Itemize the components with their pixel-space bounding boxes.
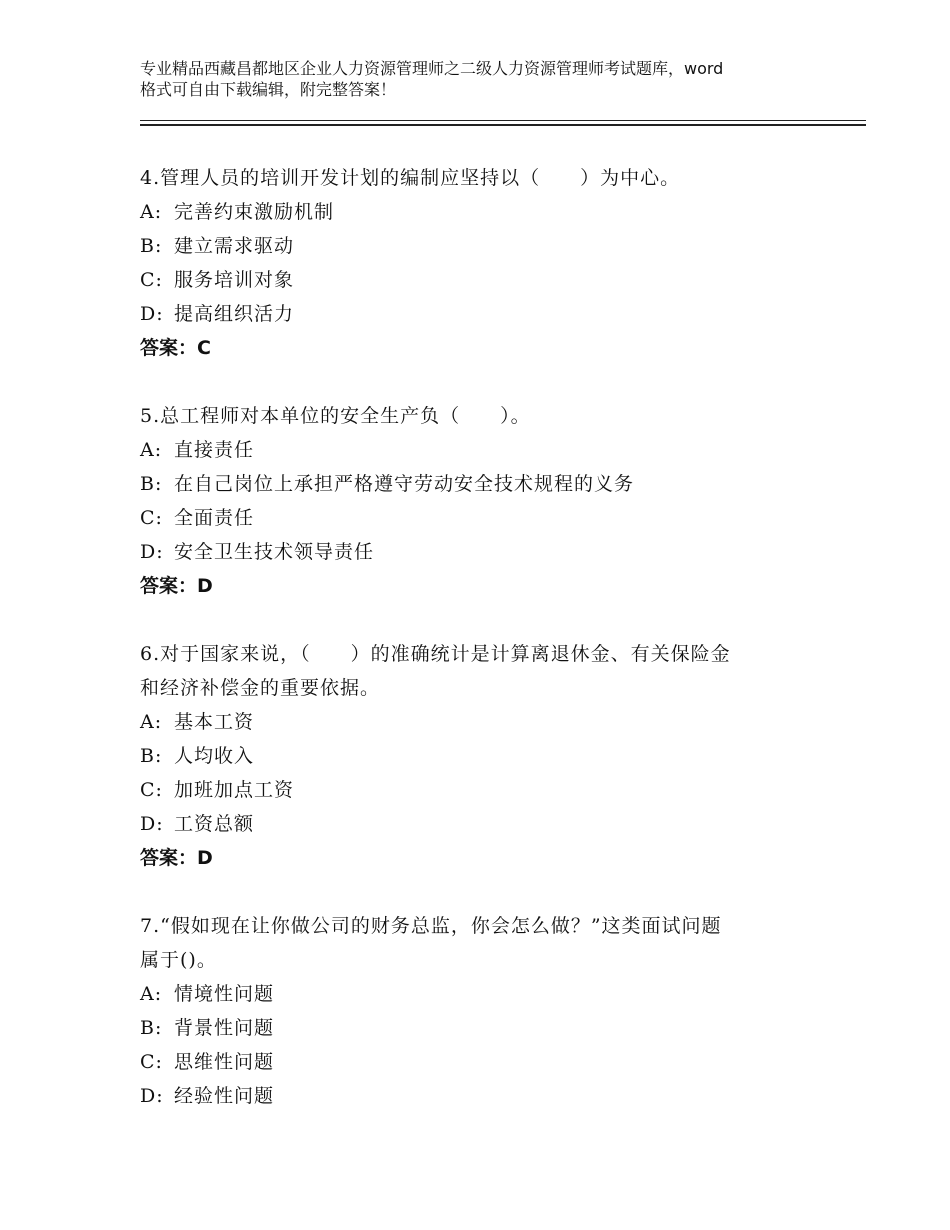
option-text: 基本工资 xyxy=(174,711,255,733)
option-label: D: xyxy=(140,813,164,835)
header-divider-top xyxy=(140,120,866,121)
answer-line: 答案：D xyxy=(140,575,213,597)
option-text: 提高组织活力 xyxy=(174,303,295,325)
header-line-2: 格式可自由下载编辑，附完整答案！ xyxy=(140,80,397,99)
question-list xyxy=(140,161,820,1113)
option-c xyxy=(140,263,820,297)
option-label: D: xyxy=(140,1085,164,1107)
document-header xyxy=(140,58,840,100)
question-stem-line: 属于()。 xyxy=(140,949,217,971)
option-text: 全面责任 xyxy=(174,507,255,529)
option-c xyxy=(140,1045,820,1079)
option-b xyxy=(140,467,820,501)
option-label: C: xyxy=(140,269,163,291)
option-text: 在自己岗位上承担严格遵守劳动安全技术规程的义务 xyxy=(174,473,635,495)
option-a xyxy=(140,705,820,739)
answer-line: 答案：C xyxy=(140,337,211,359)
question-stem xyxy=(140,637,820,705)
option-d xyxy=(140,807,820,841)
question-stem-line: 5.总工程师对本单位的安全生产负（ ）。 xyxy=(140,405,531,427)
option-label: C: xyxy=(140,1051,163,1073)
question-stem xyxy=(140,161,820,195)
question-item xyxy=(140,399,820,603)
option-label: A: xyxy=(140,201,163,223)
question-stem-line: 和经济补偿金的重要依据。 xyxy=(140,677,381,699)
option-label: B: xyxy=(140,1017,163,1039)
option-text: 加班加点工资 xyxy=(174,779,295,801)
header-divider-bottom xyxy=(140,124,866,126)
option-a xyxy=(140,195,820,229)
header-line-1: 专业精品西藏昌都地区企业人力资源管理师之二级人力资源管理师考试题库，word xyxy=(140,59,724,78)
option-text: 背景性问题 xyxy=(174,1017,275,1039)
question-stem xyxy=(140,909,820,977)
option-text: 人均收入 xyxy=(174,745,255,767)
option-label: D: xyxy=(140,541,164,563)
question-gap xyxy=(140,875,820,909)
option-label: D: xyxy=(140,303,164,325)
option-d xyxy=(140,535,820,569)
option-d xyxy=(140,297,820,331)
option-text: 完善约束激励机制 xyxy=(174,201,335,223)
option-label: C: xyxy=(140,507,163,529)
option-b xyxy=(140,229,820,263)
option-a xyxy=(140,977,820,1011)
option-label: B: xyxy=(140,473,163,495)
option-text: 情境性问题 xyxy=(174,983,275,1005)
question-item xyxy=(140,161,820,365)
option-label: A: xyxy=(140,983,163,1005)
option-c xyxy=(140,501,820,535)
answer-line: 答案：D xyxy=(140,847,213,869)
question-gap xyxy=(140,603,820,637)
option-label: B: xyxy=(140,235,163,257)
option-text: 工资总额 xyxy=(174,813,255,835)
option-label: B: xyxy=(140,745,163,767)
question-stem xyxy=(140,399,820,433)
option-b xyxy=(140,739,820,773)
option-text: 安全卫生技术领导责任 xyxy=(174,541,375,563)
option-text: 直接责任 xyxy=(174,439,255,461)
option-text: 建立需求驱动 xyxy=(174,235,295,257)
question-item xyxy=(140,637,820,875)
option-c xyxy=(140,773,820,807)
question-stem-line: 6.对于国家来说，（ ）的准确统计是计算离退休金、有关保险金 xyxy=(140,643,731,665)
option-a xyxy=(140,433,820,467)
option-label: C: xyxy=(140,779,163,801)
question-stem-line: 4.管理人员的培训开发计划的编制应坚持以（ ）为中心。 xyxy=(140,167,681,189)
question-gap xyxy=(140,365,820,399)
option-label: A: xyxy=(140,711,163,733)
option-b xyxy=(140,1011,820,1045)
option-d xyxy=(140,1079,820,1113)
question-item xyxy=(140,909,820,1113)
option-text: 经验性问题 xyxy=(174,1085,275,1107)
option-text: 思维性问题 xyxy=(174,1051,275,1073)
question-stem-line: 7.“假如现在让你做公司的财务总监，你会怎么做？”这类面试问题 xyxy=(140,915,722,937)
option-label: A: xyxy=(140,439,163,461)
option-text: 服务培训对象 xyxy=(174,269,295,291)
